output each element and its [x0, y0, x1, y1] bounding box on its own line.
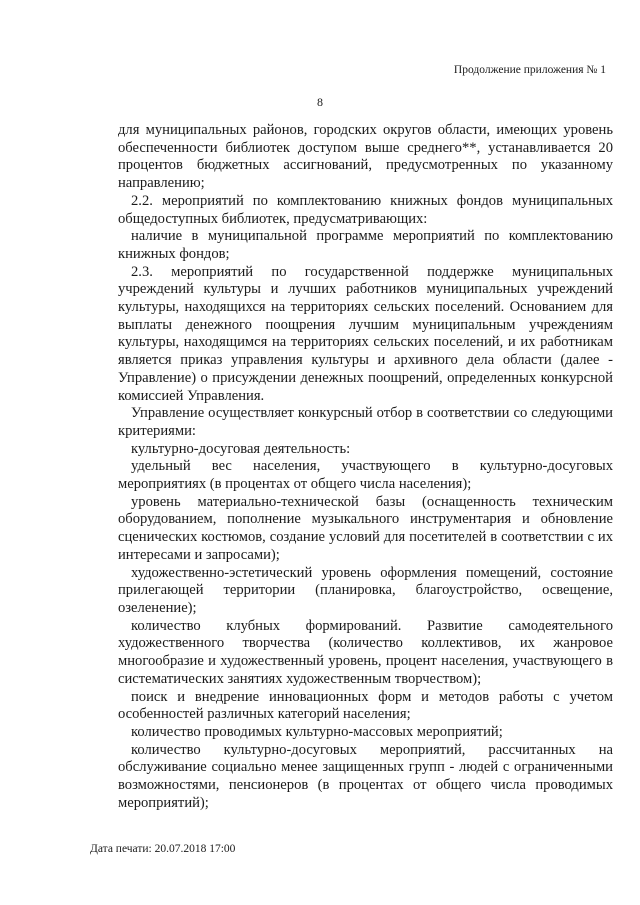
paragraph: поиск и внедрение инновационных форм и методов работы с учетом особенностей различных категорий населения;	[118, 688, 613, 723]
continuation-note: Продолжение приложения № 1	[453, 64, 606, 76]
paragraph: культурно-досуговая деятельность:	[131, 440, 351, 457]
print-date: Дата печати: 20.07.2018 17:00	[90, 843, 236, 855]
paragraph: количество проводимых культурно-массовых мероприятий;	[131, 723, 503, 740]
paragraph: удельный вес населения, участвующего в культурно-досуговых мероприятиях (в процентах от общего числа населения);	[118, 458, 613, 493]
document-body	[118, 122, 613, 812]
paragraph: количество культурно-досуговых мероприятий, рассчитанных на обслуживание социально менее защищенных групп - людей с ограниченными возможностями, пенсионеров (в процентах от общего числа проводимых мероприятий);	[118, 741, 613, 811]
paragraph: художественно-эстетический уровень оформления помещений, состояние прилегающей территории (планировка, благоустройство, освещение, озеленение);	[118, 564, 613, 616]
paragraph: количество клубных формирований. Развитие самодеятельного художественного творчества (количество коллективов, их жанровое многообразие и художественный уровень, процент населения, участвующего в систематических занятиях художественным творчеством);	[118, 617, 613, 687]
paragraph: 2.2. мероприятий по комплектованию книжных фондов муниципальных общедоступных библиотек, предусматривающих:	[118, 192, 613, 227]
paragraph: уровень материально-технической базы (оснащенность техническим оборудованием, пополнение музыкального инструментария и обновление сценических костюмов, создание условий для посетителей в соответствии с их интересами и запросами);	[118, 493, 613, 563]
paragraph: для муниципальных районов, городских округов области, имеющих уровень обеспеченности библиотек доступом выше среднего**, устанавливается 20 процентов бюджетных ассигнований, предусмотренных по указанному направлению;	[118, 122, 613, 192]
page-number: 8	[317, 95, 323, 109]
paragraph: наличие в муниципальной программе мероприятий по комплектованию книжных фондов;	[118, 228, 613, 262]
paragraph: Управление осуществляет конкурсный отбор в соответствии со следующими критериями:	[118, 405, 613, 439]
paragraph: 2.3. мероприятий по государственной поддержке муниципальных учреждений культуры и лучших работников муниципальных учреждений культуры, находящихся на территориях сельских поселений. Основанием для выплаты денежного поощрения лучшим муниципальным учреждениям культуры, находящимся на территориях сельских поселений, и их работникам является приказ управления культуры и архивного дела области (далее - Управление) о присуждении денежных поощрений, определенных конкурсной комиссией Управления.	[118, 263, 613, 404]
